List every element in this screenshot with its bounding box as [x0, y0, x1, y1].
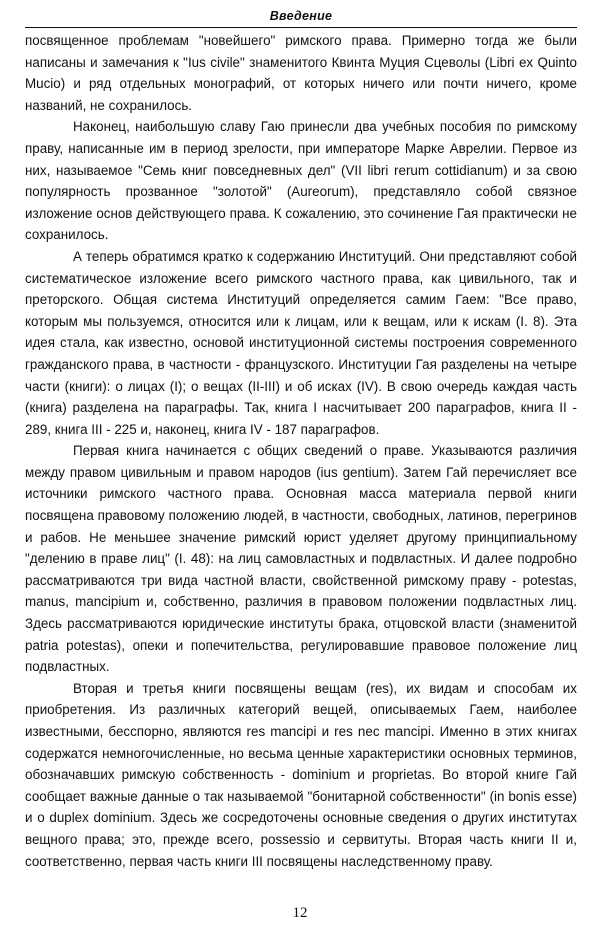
paragraph-institutions-content: А теперь обратимся кратко к содержанию Институций. Они представляют собой систематическое изложение всего римского частного права, как цивильного, так и преторского. Общая система Институций определяется самим Гаем: "Все право, которым мы пользуемся, относится или к лицам, или к вещам, или к искам (I. 8). Эта идея стала, как известно, основой институционной системы построения современного гражданского права, в частности - французского. Институции Гая разделены на четыре части (книги): о лицах (I); о вещах (II-III) и об исках (IV). В свою очередь каждая часть (книга) разделена на параграфы. Так, книга I насчитывает 200 параграфов, книга II - 289, книга III - 225 и, наконец, книга IV - 187 параграфов.: [25, 248, 577, 437]
page-number: 12: [292, 905, 308, 921]
paragraph-continuation: посвященное проблемам "новейшего" римского права. Примерно тогда же были написаны и замечания к "Ius civile" знаменитого Квинта Муция Сцеволы (Libri ex Quinto Mucio) и ряд отдельных монографий, от которых ничего или почти ничего, кроме названий, не сохранилось.: [25, 33, 577, 113]
page-body: [25, 30, 577, 872]
running-header: [25, 6, 577, 28]
header-rule: [25, 27, 577, 28]
paragraph-first-book: Первая книга начинается с общих сведений о праве. Указываются различия между правом цивильным и правом народов (ius gentium). Затем Гай перечисляет все источники римского частного права. Основная масса материала первой книги посвящена правовому положению людей, в частности, свободных, латинов, перегринов и рабов. Не меньшее значение римский юрист уделяет другому принципиальному "делению в праве лиц" (I. 48): на лиц самовластных и подвластных. И далее подробно рассматриваются три вида частной власти, свойственной римскому праву - potestas, manus, mancipium и, собственно, различия в правовом положении подвластных лиц. Здесь рассматриваются юридические институты брака, отцовской власти (знаменитой patria potestas), опеки и попечительства, регулировавшие правовое положение лиц подвластных.: [25, 443, 577, 675]
paragraph-textbooks: Наконец, наибольшую славу Гаю принесли два учебных пособия по римскому праву, написанные им в период зрелости, при императоре Марке Аврелии. Первое из них, называемое "Семь книг повседневных дел" (VII libri rerum cottidianum) и за свою популярность прозванное "золотой" (Aureorum), представляло собой связное изложение основ действующего права. К сожалению, это сочинение Гая практически не сохранилось.: [25, 119, 577, 243]
paragraph-second-third-books: Вторая и третья книги посвящены вещам (res), их видам и способам их приобретения. Из различных категорий вещей, описываемых Гаем, наиболее известными, бесспорно, являются res mancipi и res nec mancipi. Именно в этих книгах содержатся немногочисленные, но весьма ценные характеристики основных терминов, обозначавших римскую собственность - dominium и proprietas. Во второй книге Гай сообщает важные данные о так называемой "бонитарной собственности" (in bonis esse) и о duplex dominium. Здесь же сосредоточены основные сведения о других институтах вещного права; это, прежде всего, possessio и сервитуты. Вторая часть книги II и, соответственно, первая часть книги III посвящены наследственному праву.: [25, 680, 577, 869]
header-title: Введение: [269, 9, 333, 23]
